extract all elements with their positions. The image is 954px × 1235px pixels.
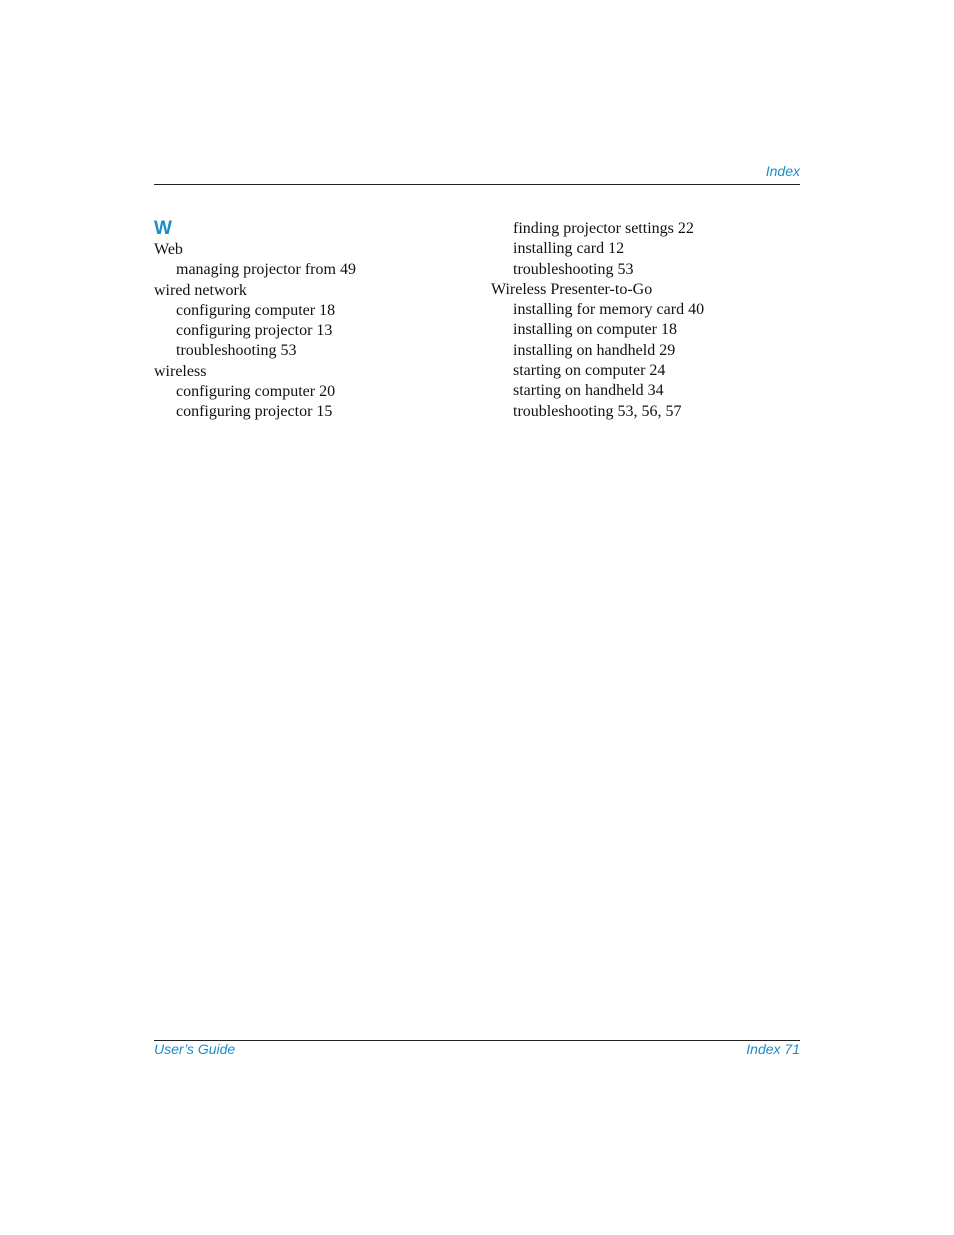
- index-subentry: finding projector settings 22: [513, 220, 694, 237]
- index-column-left: [154, 218, 474, 423]
- index-entry: wireless: [154, 362, 207, 380]
- index-subentry: configuring projector 13: [176, 322, 333, 340]
- index-subentry: installing on handheld 29: [513, 341, 676, 359]
- index-subentry: starting on computer 24: [513, 362, 666, 380]
- index-subentry: troubleshooting 53, 56, 57: [513, 402, 682, 420]
- index-subentry: configuring computer 20: [176, 383, 336, 401]
- index-subentry: troubleshooting 53: [176, 342, 297, 360]
- index-subentry: managing projector from 49: [176, 261, 356, 279]
- footer-book-title: User’s Guide: [154, 1041, 236, 1057]
- header-rule: [154, 184, 800, 185]
- index-subentry: troubleshooting 53: [513, 260, 634, 278]
- index-subentry: configuring computer 18: [176, 301, 336, 319]
- section-letter: W: [154, 218, 172, 239]
- index-entry: Wireless Presenter-to-Go: [491, 280, 653, 298]
- index-subentry: configuring projector 15: [176, 403, 333, 421]
- index-entry: Web: [154, 241, 183, 258]
- running-header: Index: [765, 163, 800, 179]
- index-column-right: [491, 219, 811, 422]
- index-subentry: installing card 12: [513, 240, 625, 258]
- index-entry: wired network: [154, 281, 247, 299]
- index-subentry: starting on handheld 34: [513, 382, 664, 400]
- footer-page-number: Index 71: [746, 1041, 800, 1057]
- index-subentry: installing for memory card 40: [513, 301, 705, 319]
- index-subentry: installing on computer 18: [513, 321, 677, 339]
